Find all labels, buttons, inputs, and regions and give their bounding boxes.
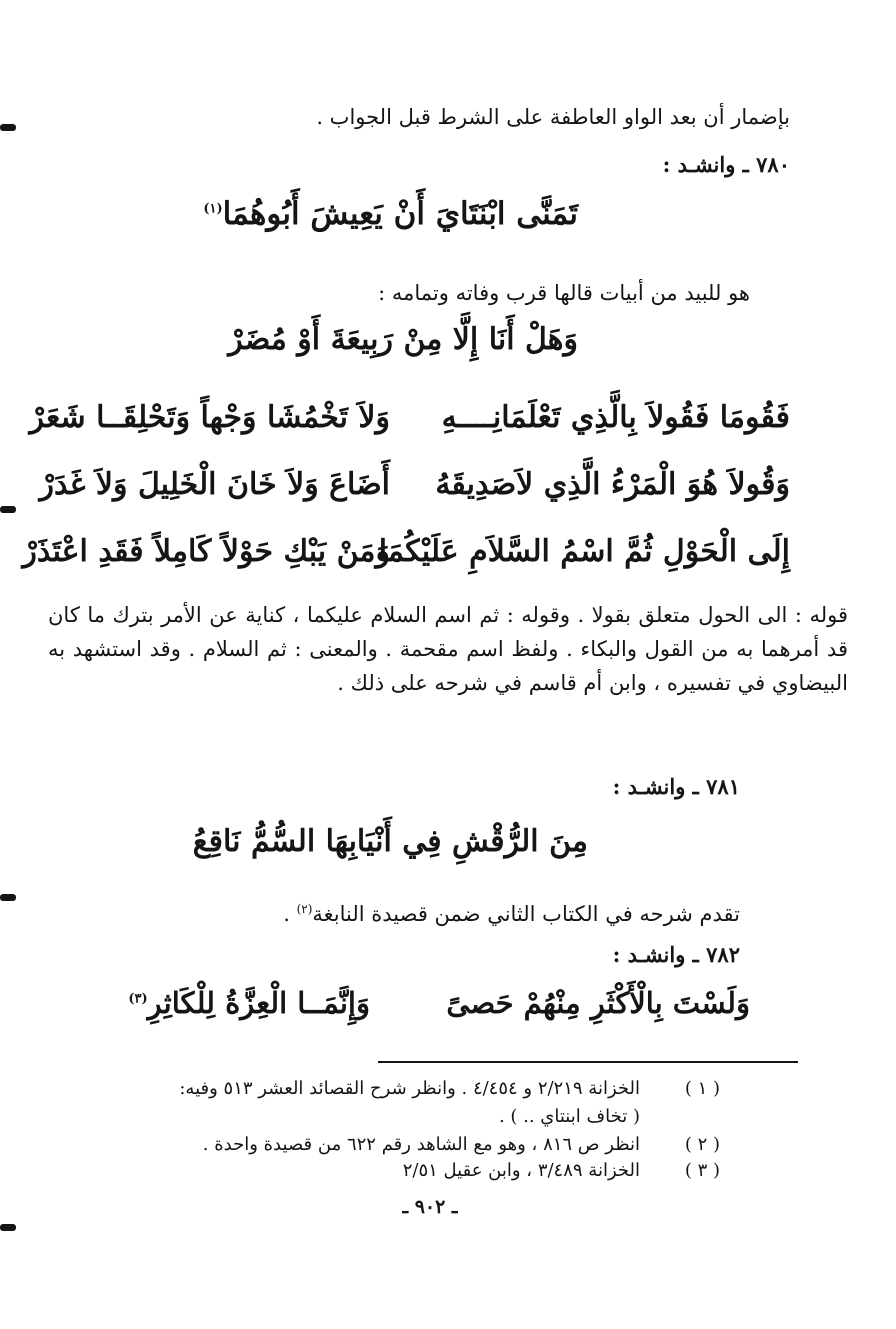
- footnote-1-text-cont: ( تخاف ابنتاي .. ) .: [498, 1106, 640, 1127]
- couplet-782-right: وَلَسْتَ بِالْأَكْثَرِ مِنْهُمْ حَصىً: [446, 986, 750, 1020]
- intro-line: بإضمار أن بعد الواو العاطفة على الشرط قبل الجواب .: [316, 105, 790, 129]
- verse-text: وَإِنَّمَــا الْعِزَّةُ لِلْكَاثِرِ: [147, 986, 370, 1020]
- note-781: تقدم شرحه في الكتاب الثاني ضمن قصيدة النابغة$^{(٢)}$ .: [283, 902, 740, 926]
- couplet-782-left: [128, 986, 370, 1020]
- binding-mark: [0, 124, 16, 131]
- couplet-left-1: وَلاَ تَخْمُشَا وَجْهاً وَتَحْلِقَــا شَعَرْ: [29, 400, 390, 435]
- footnote-ref-3: (٣): [128, 991, 148, 1007]
- commentary-paragraph: قوله : الى الحول متعلق بقولا . وقوله : ثم اسم السلام عليكما ، كناية عن الأمر بترك ما كان قد أمرهما به من القول والبكاء . ولفظ اسم مقحمة . والمعنى : ثم السلام . وقد استشهد به البيضاوي في تفسيره ، وابن أم قاسم في شرحه على ذلك .: [48, 603, 848, 695]
- footnote-3-text: الخزانة ٣/٤٨٩ ، وابن عقيل ٢/٥١: [402, 1160, 640, 1181]
- footnote-1-number: ( ١ ): [684, 1078, 720, 1099]
- verse-text: تَمَنَّى ابْنَتَايَ أَنْ يَعِيشَ أَبُوهُمَا: [222, 196, 578, 232]
- note-text: تقدم شرحه في الكتاب الثاني ضمن قصيدة النابغة: [312, 902, 740, 926]
- couplet-left-2: أَضَاعَ وَلاَ خَانَ الْخَلِيلَ وَلاَ غَدَرْ: [39, 467, 390, 502]
- footnote-2-number: ( ٢ ): [684, 1134, 720, 1155]
- footnote-1-text: الخزانة ٢/٢١٩ و ٤/٤٥٤ . وانظر شرح القصائد العشر ٥١٣ وفيه:: [179, 1078, 640, 1099]
- footnote-3-number: ( ٣ ): [684, 1160, 720, 1181]
- verse-hemistich-781: مِنَ الرُّقْشِ فِي أَنْيَابِهَا السُّمُّ نَاقِعُ: [192, 824, 588, 859]
- verse-hemistich-780b: وَهَلْ أَنَا إِلَّا مِنْ رَبِيعَةَ أَوْ مُضَرْ: [228, 322, 578, 357]
- page-number: ـ ٩٠٢ ـ: [402, 1196, 458, 1218]
- couplet-right-2: وَقُولاَ هُوَ الْمَرْءُ الَّذِي لاَصَدِيقَهُ: [435, 467, 790, 502]
- couplet-left-3: وَمَنْ يَبْكِ حَوْلاً كَامِلاً فَقَدِ اعْتَذَرْ: [22, 534, 390, 569]
- footnote-2-text: انظر ص ٨١٦ ، وهو مع الشاهد رقم ٦٢٢ من قصيدة واحدة .: [202, 1134, 640, 1155]
- couplet-right-3: إِلَى الْحَوْلِ ثُمَّ اسْمُ السَّلاَمِ عَلَيْكُمَا: [378, 534, 790, 569]
- binding-mark: [0, 894, 16, 901]
- verse-hemistich-780: [203, 196, 578, 232]
- couplet-right-1: فَقُومَا فَقُولاَ بِالَّذِي تَعْلَمَانِــــهِ: [441, 400, 790, 435]
- verse-description: هو للبيد من أبيات قالها قرب وفاته وتمامه :: [378, 281, 750, 305]
- footnote-ref-1: (١): [203, 201, 223, 217]
- binding-mark: [0, 506, 16, 513]
- footnote-ref-2: (٢): [296, 902, 313, 916]
- binding-mark: [0, 1224, 16, 1231]
- section-heading-782: ٧٨٢ ـ وانشـد :: [612, 942, 740, 967]
- section-heading-781: ٧٨١ ـ وانشـد :: [612, 774, 740, 799]
- section-heading-780: ٧٨٠ ـ وانشـد :: [662, 152, 790, 177]
- footnote-separator: [378, 1061, 798, 1063]
